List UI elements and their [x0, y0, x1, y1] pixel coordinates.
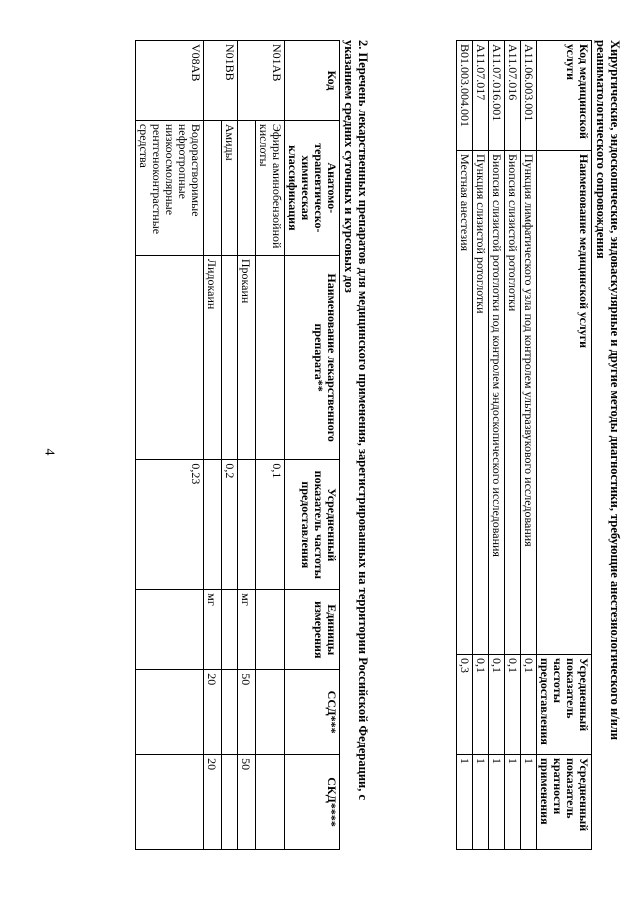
table-row [489, 41, 505, 850]
header-unit: Единицы измерения [285, 590, 340, 670]
cell-frequency [238, 460, 256, 590]
cell-drug-name: Прокаин [238, 255, 256, 460]
cell-unit: мг [204, 590, 222, 670]
header-code: Код медицинской услуги [537, 41, 592, 151]
cell-atc: Амиды [222, 120, 238, 255]
cell-multiplicity: 1 [521, 755, 537, 850]
header-frequency: Усредненный показатель частоты предоставления [285, 460, 340, 590]
header-atc: Анатомо-терапевтическо-химическая классификация [285, 120, 340, 255]
table-header-row [537, 41, 592, 850]
header-drug-name: Наименование лекарственного препарата** [285, 255, 340, 460]
cell-ssd: 50 [238, 670, 256, 755]
cell-drug-name [256, 255, 285, 460]
cell-atc [204, 120, 222, 255]
cell-frequency [204, 460, 222, 590]
cell-code: A11.07.016.001 [489, 41, 505, 151]
section2-heading: 2. Перечень лекарственных препаратов для медицинского применения, зарегистрированных на территории Российской Федерации, с указанием средних суточных и курсовых доз [342, 40, 370, 801]
cell-code: N01BB [204, 41, 238, 121]
cell-code: A11.07.016 [505, 41, 521, 151]
table-row [204, 41, 222, 850]
table-row [457, 41, 473, 850]
cell-multiplicity: 1 [489, 755, 505, 850]
cell-frequency: 0,2 [222, 460, 238, 590]
cell-atc [238, 120, 256, 255]
cell-code: V08AB [136, 41, 204, 121]
cell-service-name: Биопсия слизистой ротоглотки [505, 150, 521, 654]
cell-drug-name [222, 255, 238, 460]
medical-services-table [456, 40, 592, 850]
cell-unit [256, 590, 285, 670]
cell-service-name: Местная анестезия [457, 150, 473, 654]
cell-service-name: Пункция слизистой ротоглотки [473, 150, 489, 654]
cell-unit [136, 590, 204, 670]
cell-frequency: 0,23 [136, 460, 204, 590]
cell-skd [136, 755, 204, 850]
cell-skd [256, 755, 285, 850]
cell-skd [222, 755, 238, 850]
rotated-page-content [70, 40, 630, 900]
page-number: 4 [41, 448, 56, 456]
cell-ssd [222, 670, 238, 755]
table-row [521, 41, 537, 850]
header-skd: СКД**** [285, 755, 340, 850]
table-row [256, 41, 285, 850]
cell-frequency: 0,1 [489, 655, 505, 755]
cell-unit [222, 590, 238, 670]
cell-multiplicity: 1 [505, 755, 521, 850]
header-frequency: Усредненный показатель частоты предоставления [537, 655, 592, 755]
cell-ssd [136, 670, 204, 755]
table-header-row [285, 41, 340, 850]
cell-frequency: 0,1 [256, 460, 285, 590]
cell-code: N01AB [238, 41, 285, 121]
cell-service-name: Биопсия слизистой ротоглотки под контролем эндоскопического исследования [489, 150, 505, 654]
cell-multiplicity: 1 [473, 755, 489, 850]
table-row [505, 41, 521, 850]
cell-skd: 50 [238, 755, 256, 850]
cell-code: A11.06.003.001 [521, 41, 537, 151]
cell-frequency: 0,3 [457, 655, 473, 755]
table-row [136, 41, 204, 850]
table-row [222, 41, 238, 850]
cell-drug-name: Лидокаин [204, 255, 222, 460]
cell-code: B01.003.004.001 [457, 41, 473, 151]
cell-ssd [256, 670, 285, 755]
cell-atc: Водорастворимые нефротропные низкоосмолярные рентгеноконтрастные средства [136, 120, 204, 255]
cell-frequency: 0,1 [473, 655, 489, 755]
cell-ssd: 20 [204, 670, 222, 755]
cell-service-name: Пункция лимфатического узла под контролем ультразвукового исследования [521, 150, 537, 654]
header-multiplicity: Усредненный показатель кратности применения [537, 755, 592, 850]
cell-code: A11.07.017 [473, 41, 489, 151]
cell-unit: мг [238, 590, 256, 670]
cell-multiplicity: 1 [457, 755, 473, 850]
header-ssd: ССД*** [285, 670, 340, 755]
cell-frequency: 0,1 [505, 655, 521, 755]
header-service-name: Наименование медицинской услуги [537, 150, 592, 654]
table-row [473, 41, 489, 850]
cell-frequency: 0,1 [521, 655, 537, 755]
drugs-table [135, 40, 340, 850]
table-row [238, 41, 256, 850]
cell-drug-name [136, 255, 204, 460]
cell-atc: Эфиры аминобензойной кислоты [256, 120, 285, 255]
section1-heading: Хирургические, эндоскопические, эндоваскулярные и другие методы диагностики, требующие анестезиологического и/или реаниматологического сопровождения [594, 40, 622, 741]
header-code: Код [285, 41, 340, 121]
cell-skd: 20 [204, 755, 222, 850]
